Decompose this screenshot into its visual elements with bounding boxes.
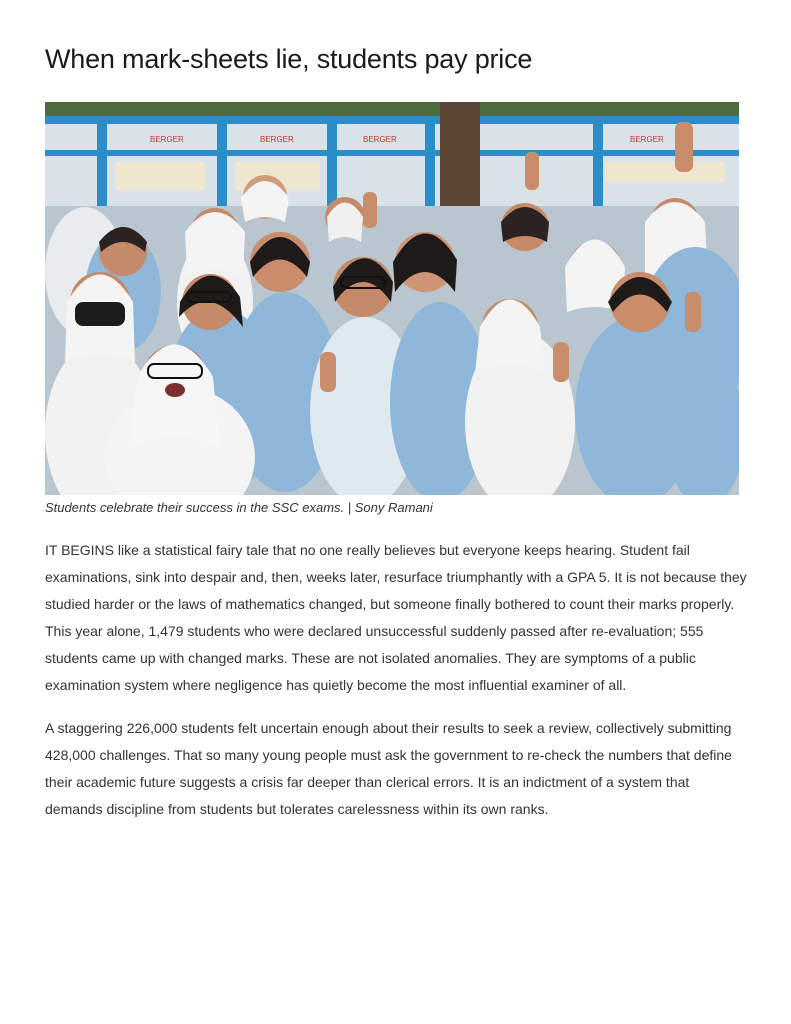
signboard-brand-2: BERGER	[260, 135, 294, 144]
wall-middle-stripe	[45, 150, 739, 156]
students-celebrating-illustration	[45, 102, 739, 495]
bengali-sign	[115, 162, 205, 190]
signboard-brand-3: BERGER	[363, 135, 397, 144]
tree-trunk	[440, 102, 480, 212]
paragraph: IT BEGINS like a statistical fairy tale that no one really believes but everyone keeps hearing. Student fail examinations, sink into despair and, then, weeks later, resurface triumphantly with a GPA 5. It is not because they studied harder or the laws of mathematics changed, but someone finally bothered to count their marks properly. This year alone, 1,479 students who were declared unsuccessful suddenly passed after re-evaluation; 555 students came up with changed marks. These are not isolated anomalies. They are symptoms of a public examination system where negligence has quietly become the most influential examiner of all.	[45, 542, 747, 693]
paragraph: A staggering 226,000 students felt uncertain enough about their results to seek a review, collectively submitting 428,000 challenges. That so many young people must ask the government to re-check the numbers that define their academic future suggests a crisis far deeper than clerical errors. It is an indictment of a system that demands discipline from students but tolerates carelessness within its own ranks.	[45, 720, 732, 817]
wall	[45, 116, 739, 206]
wall-top-stripe	[45, 116, 739, 124]
signboard-brand-1: BERGER	[150, 135, 184, 144]
signboard-brand-4: BERGER	[630, 135, 664, 144]
article-headline: When mark-sheets lie, students pay price	[45, 44, 533, 74]
article-photo	[45, 102, 739, 495]
photo-caption	[45, 500, 433, 515]
caption-text: Students celebrate their success in the SSC exams.	[45, 500, 345, 515]
caption-separator: |	[344, 500, 355, 515]
article-body	[45, 537, 747, 839]
caption-credit: Sony Ramani	[354, 500, 433, 515]
